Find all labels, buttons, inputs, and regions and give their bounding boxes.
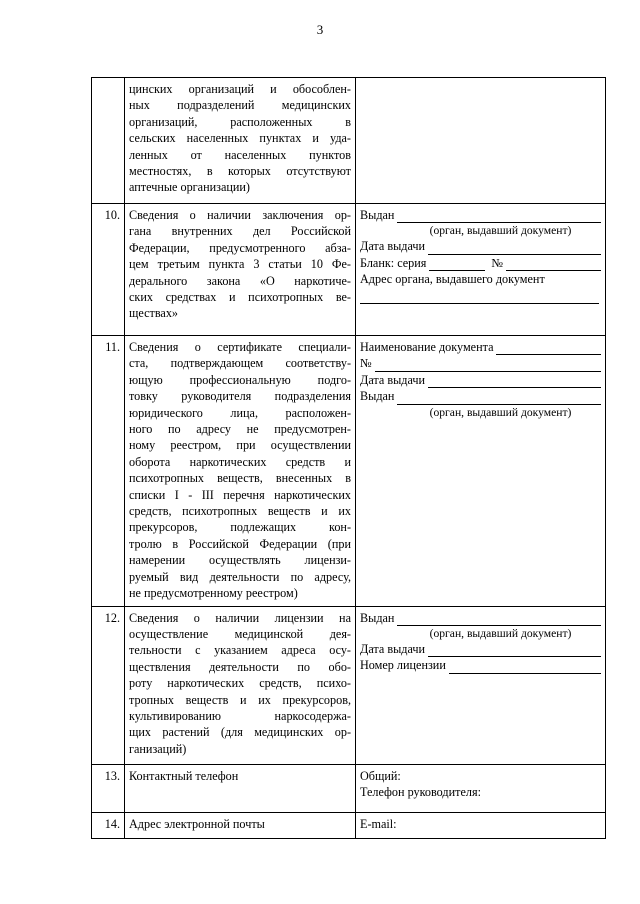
description-line: намерении осуществлять лицензи- (129, 553, 351, 568)
document-number-label: № (360, 356, 372, 371)
description-line: ных подразделений медицинских (129, 98, 351, 113)
document-name-blank[interactable] (496, 342, 601, 355)
row-description (125, 204, 356, 336)
description-line: ществах» (129, 306, 179, 321)
row-number: 10. (92, 204, 125, 336)
description-line: ного по адресу не предусмотрен- (129, 422, 351, 437)
issued-hint: (орган, выдавший документ) (429, 224, 572, 238)
description-line: тролю в Российской Федерации (при (129, 536, 351, 551)
issued-field[interactable] (360, 610, 601, 626)
blank-series-label: Бланк: серия (360, 255, 427, 270)
description-line: сельских населенных пунктах и уда- (129, 131, 351, 146)
document-number-field[interactable] (360, 355, 601, 371)
description-line: психотропных веществ, внесенных в (129, 471, 351, 486)
general-phone-label[interactable]: Общий: (360, 768, 401, 783)
row-number: 12. (92, 606, 125, 764)
row-fields (356, 204, 606, 336)
row-fields (356, 606, 606, 764)
issued-blank[interactable] (397, 210, 601, 223)
row-description (125, 606, 356, 764)
description-line: не предусмотренному реестром) (129, 586, 298, 601)
description-line: щих растений (для медицинских ор- (129, 725, 351, 740)
row-fields (356, 812, 606, 838)
description-line: культивированию наркосодержа- (129, 708, 351, 723)
row-fields (356, 764, 606, 812)
issued-label: Выдан (360, 389, 395, 404)
issue-date-field[interactable] (360, 238, 601, 254)
table-row (92, 606, 606, 764)
row-number: 14. (92, 812, 125, 838)
email-label[interactable]: E-mail: (360, 816, 397, 831)
row-number: 13. (92, 764, 125, 812)
description-line: гана внутренних дел Российской (129, 224, 351, 239)
description-line: организаций, расположенных в (129, 114, 351, 129)
row-fields (356, 78, 606, 204)
issued-label: Выдан (360, 208, 395, 222)
issued-field[interactable] (360, 388, 601, 404)
row-number: 11. (92, 336, 125, 607)
description-line: дерального закона «О наркотиче- (129, 273, 351, 288)
document-name-label: Наименование документа (360, 340, 494, 354)
issue-date-label: Дата выдачи (360, 641, 426, 656)
description-line: прекурсоров, подлежащих кон- (129, 520, 351, 535)
description-line: цем третьим пункта 3 статьи 10 Фе- (129, 257, 351, 272)
address-blank[interactable] (360, 288, 599, 304)
description-line: средств, психотропных веществ и их (129, 504, 351, 519)
row-description (125, 812, 356, 838)
description-line: оборота наркотических средств и (129, 454, 351, 469)
description-line: аптечные организации) (129, 180, 250, 195)
row-description (125, 764, 356, 812)
table-row (92, 336, 606, 607)
table-row (92, 204, 606, 336)
blank-number-label: № (491, 255, 504, 270)
issued-blank[interactable] (397, 613, 601, 626)
description-line: ста, подтверждающем соответству- (129, 356, 351, 371)
issue-date-blank[interactable] (428, 375, 601, 388)
document-number-blank[interactable] (375, 359, 601, 372)
description-line: ному реестром, при осуществлении (129, 438, 351, 453)
row-fields (356, 336, 606, 607)
page-number: 3 (316, 22, 324, 37)
issue-date-field[interactable] (360, 372, 601, 388)
description-line: юридического лица, расположен- (129, 405, 351, 420)
head-phone-label[interactable]: Телефон руководителя: (360, 784, 481, 799)
row-number (92, 78, 125, 204)
row-description (125, 336, 356, 607)
issued-field[interactable] (360, 207, 601, 223)
row-description (125, 78, 356, 204)
description-line: товку руководителя подразделения (129, 389, 351, 404)
description-line: местностях, в которых отсутствуют (129, 164, 351, 179)
description-line: руемый вид деятельности по адресу, (129, 569, 351, 584)
issued-hint: (орган, выдавший документ) (429, 405, 572, 419)
issue-date-blank[interactable] (428, 644, 601, 657)
description-line: Адрес электронной почты (129, 816, 265, 831)
description-line: списки I - III перечня наркотических (129, 487, 351, 502)
description-line: ганизаций) (129, 741, 187, 756)
description-line: ществления деятельности по обо- (129, 659, 351, 674)
license-number-blank[interactable] (449, 661, 601, 674)
table-row (92, 764, 606, 812)
document-name-field[interactable] (360, 339, 601, 355)
table-row (92, 78, 606, 204)
blank-number-blank[interactable] (506, 258, 601, 271)
license-number-field[interactable] (360, 657, 601, 673)
table-row (92, 812, 606, 838)
description-line: тельности с указанием адреса осу- (129, 643, 351, 658)
description-line: Сведения о наличии лицензии на (129, 610, 351, 625)
issue-date-field[interactable] (360, 641, 601, 657)
description-line: тропных веществ и их прекурсоров, (129, 692, 351, 707)
description-line: роту наркотических средств, психо- (129, 676, 351, 691)
description-line: Сведения о наличии заключения ор- (129, 208, 351, 222)
description-line: ленных от населенных пунктов (129, 147, 351, 162)
issue-date-blank[interactable] (428, 242, 601, 255)
issued-blank[interactable] (397, 392, 601, 405)
form-table (91, 77, 606, 839)
blank-series-blank[interactable] (429, 258, 485, 271)
issued-label: Выдан (360, 610, 395, 625)
description-line: Сведения о сертификате специали- (129, 340, 351, 354)
blank-series-field[interactable] (360, 255, 601, 271)
issue-date-label: Дата выдачи (360, 372, 426, 387)
description-line: Федерации, предусмотренного абза- (129, 240, 351, 255)
issued-hint: (орган, выдавший документ) (429, 626, 572, 640)
description-line: ских средствах и психотропных ве- (129, 290, 351, 305)
description-line: Контактный телефон (129, 768, 239, 783)
description-line: цинских организаций и обособлен- (129, 82, 351, 96)
issue-date-label: Дата выдачи (360, 239, 426, 254)
description-line: ющую профессиональную подго- (129, 372, 351, 387)
license-number-label: Номер лицензии (360, 658, 446, 673)
description-line: осуществление медицинской дея- (129, 626, 351, 641)
address-label: Адрес органа, выдавшего документ (360, 272, 545, 287)
